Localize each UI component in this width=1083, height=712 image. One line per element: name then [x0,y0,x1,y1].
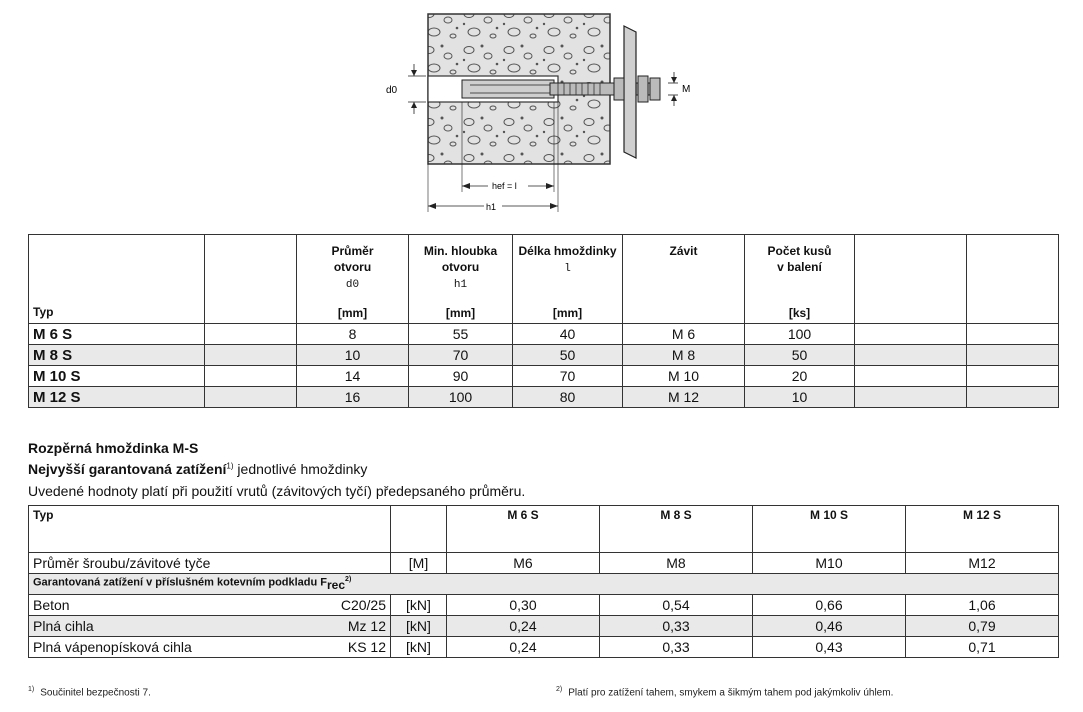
cell-diameter: 14 [297,366,409,387]
header-empty [205,235,297,324]
header-diameter-line2: otvoru [333,260,372,274]
cell-pieces: 10 [745,387,855,408]
footnote-1-mark: 1) [28,686,35,693]
cell-value: M10 [753,553,906,574]
nut [614,78,624,100]
header-diameter-symbol: d0 [345,279,360,291]
anchor-diagram [380,6,700,216]
cell-value: 0,54 [600,595,753,616]
cell-length: 80 [513,387,623,408]
table-row [29,637,1059,658]
cell-value: 1,06 [906,595,1059,616]
header-diameter [297,235,409,324]
header-thread-line1: Závit [669,244,698,258]
cell-material: Plná cihla [33,618,94,634]
cell-length: 50 [513,345,623,366]
cell-unit: [M] [391,553,447,574]
cell-depth: 90 [409,366,513,387]
table-row [29,553,1059,574]
cell-label [29,616,391,637]
header-length-symbol: l [564,263,571,275]
cell-value: 0,66 [753,595,906,616]
header-pieces [745,235,855,324]
cell-value: M8 [600,553,753,574]
cell-diameter: 8 [297,324,409,345]
header-depth-symbol: h1 [453,279,468,291]
footnote-2-text: Platí pro zatížení tahem, smykem a šikmým tahem pod jakýmkoliv úhlem. [568,687,894,699]
header-length-line1: Délka hmoždinky [518,244,617,258]
section-row-sup: 2) [345,576,352,584]
m-label: M [682,84,691,95]
cell-pieces: 20 [745,366,855,387]
header-thread [623,235,745,324]
header-type: Typ [29,506,391,553]
header-m6s: M 6 S [447,506,600,553]
hef-label: hef = l [492,181,517,191]
table-row [29,387,1059,408]
cell-value: 0,24 [447,616,600,637]
cell-pieces: 100 [745,324,855,345]
header-m8s: M 8 S [600,506,753,553]
dimensions-table [28,234,1059,408]
h1-label: h1 [486,202,497,212]
cell-grade: KS 12 [347,639,386,655]
cell-label [29,637,391,658]
cell-diameter: 16 [297,387,409,408]
anchor-sleeve [462,80,554,98]
cell-length: 70 [513,366,623,387]
cell-depth: 70 [409,345,513,366]
footnote-2 [556,686,893,698]
header-depth-line1: Min. hloubka [423,244,498,258]
section-row-text: Garantovaná zatížení v příslušném kotevním podkladu F [33,576,328,589]
cell-unit: [kN] [391,595,447,616]
cell-grade: Mz 12 [347,618,386,634]
d0-label: d0 [386,85,398,96]
cell-material: Beton [33,597,70,613]
footnote-1 [28,686,151,698]
cell-material: Plná vápenopísková cihla [33,639,192,655]
cell-type: M 12 S [29,387,205,408]
table-row [29,366,1059,387]
table-row [29,345,1059,366]
cell-value: 0,79 [906,616,1059,637]
cell-thread: M 10 [623,366,745,387]
section-row-cell [29,574,1059,595]
cell-type: M 8 S [29,345,205,366]
header-pieces-line2: v balení [777,260,822,274]
cell-value: 0,30 [447,595,600,616]
header-depth-unit: [mm] [445,306,476,320]
cell-pieces: 50 [745,345,855,366]
cell-value: 0,24 [447,637,600,658]
cell-label [29,595,391,616]
footnote-2-mark: 2) [556,686,563,693]
section-row-sub: rec [327,577,346,592]
cell-value: 0,71 [906,637,1059,658]
header-length [513,235,623,324]
cell-length: 40 [513,324,623,345]
cell-unit: [kN] [391,616,447,637]
section-note: Uvedené hodnoty platí při použití vrutů (závitových tyčí) předepsaného průměru. [28,483,526,499]
section-row [29,574,1059,595]
cell-grade: C20/25 [340,597,386,613]
cell-thread: M 6 [623,324,745,345]
cell-type: M 6 S [29,324,205,345]
cell-label: Průměr šroubu/závitové tyče [29,553,391,574]
header-empty [967,235,1059,324]
table-row [29,616,1059,637]
cell-value: 0,33 [600,616,753,637]
section-title: Rozpěrná hmoždinka M-S [28,440,199,456]
cell-value: 0,43 [753,637,906,658]
header-type: Typ [29,235,205,324]
cell-value: 0,46 [753,616,906,637]
loads-table [28,505,1059,658]
header-empty [855,235,967,324]
header-pieces-line1: Počet kusů [767,244,832,258]
header-depth [409,235,513,324]
footnote-1-text: Součinitel bezpečnosti 7. [40,687,151,699]
cell-diameter: 10 [297,345,409,366]
cell-value: M6 [447,553,600,574]
subtitle-footnote-mark: 1) [226,461,234,471]
section-subtitle [28,461,367,477]
header-depth-line2: otvoru [441,260,480,274]
cell-unit: [kN] [391,637,447,658]
cell-depth: 55 [409,324,513,345]
nut [650,78,660,100]
nut [638,76,648,102]
header-diameter-line1: Průměr [331,244,374,258]
cell-depth: 100 [409,387,513,408]
cell-thread: M 8 [623,345,745,366]
cell-value: M12 [906,553,1059,574]
header-pieces-unit: [ks] [788,306,811,320]
cell-value: 0,33 [600,637,753,658]
header-diameter-unit: [mm] [337,306,368,320]
subtitle-bold: Nejvyšší garantovaná zatížení [28,461,227,477]
cell-thread: M 12 [623,387,745,408]
cell-type: M 10 S [29,366,205,387]
table-row [29,324,1059,345]
header-unit [391,506,447,553]
header-m12s: M 12 S [906,506,1059,553]
header-m10s: M 10 S [753,506,906,553]
fixture-plate [624,26,636,158]
header-length-unit: [mm] [552,306,583,320]
subtitle-rest: jednotlivé hmoždinky [233,461,368,477]
table-row [29,595,1059,616]
